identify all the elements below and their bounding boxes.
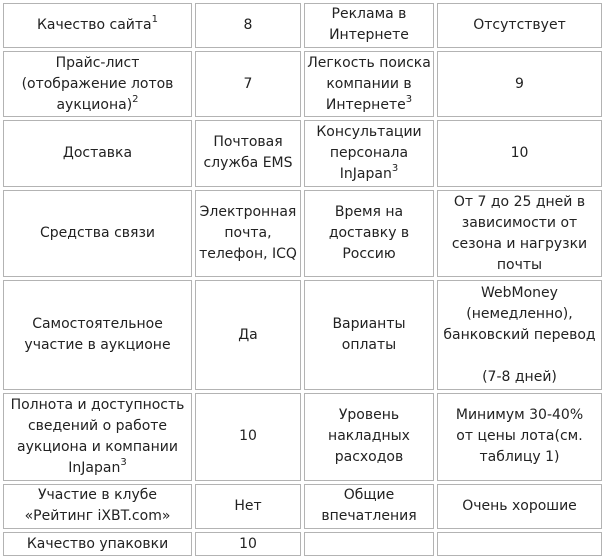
cell-line-text: Россию <box>342 246 396 263</box>
cell-line-text: Качество упаковки <box>26 535 169 552</box>
cell-line: Электронная <box>199 204 297 221</box>
cell-line: Отсутствует <box>473 16 566 33</box>
cell-line: WebMoney <box>481 284 558 301</box>
cell-line: таблицу 1) <box>479 449 560 466</box>
cell-line: (немедленно), <box>466 305 573 322</box>
footnote-marker: 3 <box>120 456 127 468</box>
cell-line-text: Средства связи <box>39 225 155 242</box>
cell-line-text: Общие <box>343 487 395 504</box>
cell-line-text: расходов <box>334 449 404 466</box>
value-cell <box>195 51 301 117</box>
value-cell <box>437 484 602 530</box>
cell-line <box>307 122 431 143</box>
cell-line <box>307 244 431 265</box>
rating-table-body <box>3 3 602 556</box>
cell-line: Минимум 30-40% <box>455 407 584 424</box>
cell-line: (7-8 дней) <box>482 368 557 385</box>
value-cell <box>195 3 301 48</box>
table-row <box>3 190 602 278</box>
cell-line <box>6 314 189 335</box>
cell-line <box>307 447 431 468</box>
cell-line-text: Уровень <box>338 407 400 424</box>
cell-line-text: (отображение лотов <box>21 75 174 92</box>
cell-line <box>6 534 189 555</box>
cell-line-text: Доставка <box>62 144 133 161</box>
value-cell <box>195 532 301 556</box>
cell-line <box>6 223 189 244</box>
value-cell <box>195 120 301 186</box>
footnote-marker: 1 <box>151 14 158 26</box>
cell-line <box>6 143 189 164</box>
criterion-cell <box>304 3 434 48</box>
cell-line-text: компании в <box>326 75 412 92</box>
cell-line: телефон, ICQ <box>199 246 297 263</box>
criterion-cell <box>304 190 434 278</box>
cell-line <box>307 426 431 447</box>
cell-line: Очень хорошие <box>462 497 577 514</box>
cell-line-text: Консультации <box>316 123 422 140</box>
cell-line <box>6 437 189 458</box>
footnote-marker: 2 <box>132 93 139 105</box>
cell-line <box>6 74 189 95</box>
cell-line: служба EMS <box>203 155 293 172</box>
value-cell <box>195 280 301 389</box>
cell-line-text: сведений о работе <box>27 417 168 434</box>
cell-line <box>307 506 431 527</box>
cell-line: 10 <box>510 144 529 161</box>
cell-line-text: «Рейтинг iXBT.com» <box>24 508 171 525</box>
cell-line-text: Легкость поиска <box>307 54 431 71</box>
cell-line <box>6 335 189 356</box>
cell-line-text: впечатления <box>321 508 417 525</box>
cell-line <box>6 458 189 479</box>
criterion-cell <box>3 393 192 481</box>
cell-line-text: аукциона) <box>56 96 133 113</box>
cell-line-text: участие в аукционе <box>24 337 171 354</box>
value-cell <box>195 393 301 481</box>
cell-line <box>307 223 431 244</box>
cell-line <box>6 485 189 506</box>
cell-line-text: Качество сайта <box>36 16 152 33</box>
cell-line: зависимости от <box>461 214 578 231</box>
cell-text: Да <box>238 326 258 343</box>
cell-line-text: Варианты оплаты <box>332 316 406 354</box>
criterion-cell <box>304 484 434 530</box>
criterion-cell <box>304 120 434 186</box>
cell-line-text: Самостоятельное <box>32 316 163 333</box>
value-cell <box>437 190 602 278</box>
cell-line-text: аукциона и компании <box>17 438 178 455</box>
value-cell <box>437 120 602 186</box>
cell-line <box>307 53 431 74</box>
cell-line: сезона и нагрузки <box>451 235 588 252</box>
cell-text: 8 <box>243 16 253 33</box>
footnote-marker: 3 <box>405 93 413 105</box>
criterion-cell <box>3 51 192 117</box>
value-cell <box>195 484 301 530</box>
table-row <box>3 484 602 530</box>
table-row <box>3 120 602 186</box>
cell-line: 9 <box>515 75 524 92</box>
value-cell <box>437 3 602 48</box>
value-cell <box>437 393 602 481</box>
cell-line <box>307 314 431 356</box>
cell-line: От 7 до 25 дней в <box>453 193 586 210</box>
cell-line <box>307 95 431 116</box>
cell-line-text: Участие в клубе <box>37 487 158 504</box>
cell-line <box>6 53 189 74</box>
criterion-cell <box>304 280 434 389</box>
cell-line-text: Прайс-лист <box>55 54 140 71</box>
cell-line <box>440 346 599 367</box>
cell-line-text: Интернете <box>325 96 406 113</box>
value-cell <box>195 190 301 278</box>
criterion-cell <box>3 120 192 186</box>
cell-line <box>307 485 431 506</box>
criterion-cell <box>3 280 192 389</box>
cell-text: Нет <box>234 497 262 514</box>
table-row <box>3 51 602 117</box>
cell-line-text: накладных <box>328 428 410 445</box>
criterion-cell <box>304 51 434 117</box>
cell-line-text: Полнота и доступность <box>10 396 185 413</box>
cell-line <box>6 416 189 437</box>
cell-line <box>6 506 189 527</box>
cell-line <box>307 202 431 223</box>
footnote-marker: 3 <box>391 163 399 175</box>
cell-line <box>307 74 431 95</box>
cell-line <box>307 143 431 164</box>
cell-line: банковский перевод <box>443 326 596 343</box>
cell-line: почты <box>496 256 543 273</box>
criterion-cell <box>3 532 192 556</box>
criterion-cell <box>304 393 434 481</box>
cell-line-text: Время на <box>334 204 404 221</box>
table-row <box>3 532 602 556</box>
cell-text: 10 <box>239 428 257 445</box>
criterion-cell <box>3 3 192 48</box>
cell-line <box>307 4 431 25</box>
cell-line-text: InJapan <box>339 165 392 182</box>
cell-line <box>6 15 189 36</box>
cell-line <box>307 25 431 46</box>
cell-line-text: персонала <box>329 144 409 161</box>
cell-text: 10 <box>239 535 257 552</box>
cell-line: Почтовая <box>213 134 283 151</box>
cell-line-text: Реклама в <box>331 6 407 23</box>
cell-line: от цены лота(см. <box>456 428 583 445</box>
cell-line <box>307 405 431 426</box>
value-cell <box>437 280 602 389</box>
criterion-cell <box>3 190 192 278</box>
cell-line-text: Интернете <box>329 27 409 44</box>
cell-line-text: доставку в <box>328 225 410 242</box>
cell-line: почта, <box>224 225 272 242</box>
cell-line <box>307 164 431 185</box>
criterion-cell <box>3 484 192 530</box>
value-cell <box>437 532 602 556</box>
cell-text: 7 <box>243 75 253 92</box>
table-row <box>3 280 602 389</box>
criterion-cell <box>304 532 434 556</box>
table-row <box>3 393 602 481</box>
cell-line <box>6 95 189 116</box>
table-row <box>3 3 602 48</box>
cell-line-text: InJapan <box>68 459 121 476</box>
value-cell <box>437 51 602 117</box>
cell-line <box>6 395 189 416</box>
